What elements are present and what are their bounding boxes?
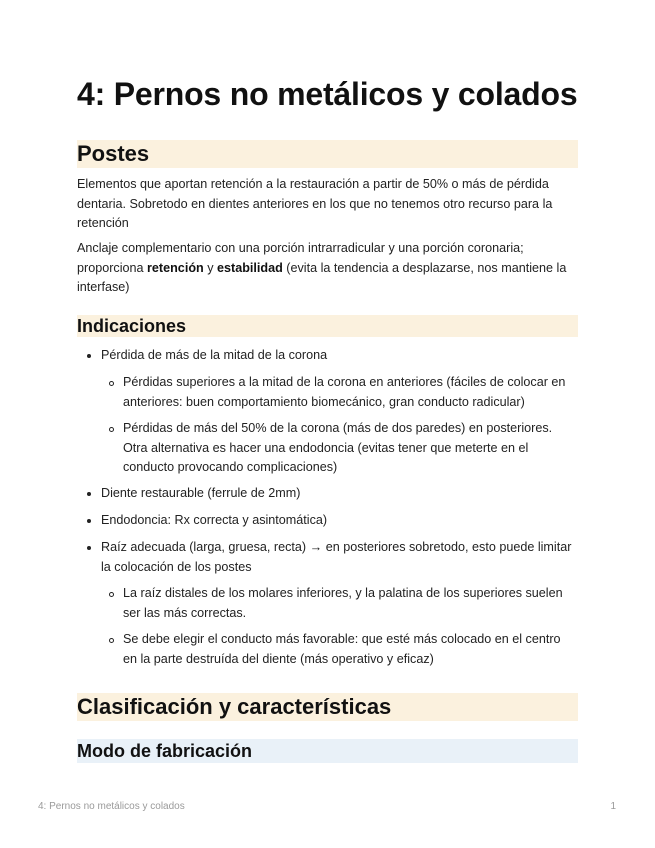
section-heading-clasificacion: Clasificación y características — [77, 693, 578, 721]
bullet-icon — [87, 546, 91, 550]
page-title: 4: Pernos no metálicos y colados — [77, 76, 578, 112]
list-item — [123, 584, 578, 623]
list-item — [101, 484, 578, 504]
postes-paragraph-2-text-c: y — [203, 260, 217, 275]
list-item-text: Se debe elegir el conducto más favorable: que esté más colocado en el centro en la parte destruída del diente (más operativo y eficaz) — [123, 632, 561, 666]
bullet-icon — [87, 519, 91, 523]
list-item — [101, 538, 578, 577]
list-item-text: Diente restaurable (ferrule de 2mm) — [101, 486, 301, 500]
bullet-icon — [87, 354, 91, 358]
list-item-text: Pérdidas superiores a la mitad de la corona en anteriores (fáciles de colocar en anteriores: buen comportamiento biomecánico, gran conducto radicular) — [123, 375, 566, 409]
postes-paragraph-2-text-a: Anclaje complementario con una porción intrarradicular y una porción coronaria; proporciona — [77, 241, 524, 275]
hollow-bullet-icon — [109, 381, 114, 386]
term-retencion: retención — [147, 260, 204, 275]
subsection-heading-modo-fabricacion: Modo de fabricación — [77, 739, 578, 763]
list-item — [101, 346, 578, 366]
term-estabilidad: estabilidad — [217, 260, 283, 275]
list-item — [123, 630, 578, 669]
section-heading-postes: Postes — [77, 140, 578, 168]
list-item — [101, 511, 578, 531]
footer-page-number: 1 — [610, 801, 616, 812]
bullet-icon — [87, 492, 91, 496]
list-item — [123, 373, 578, 412]
list-item-text: Pérdidas de más del 50% de la corona (más de dos paredes) en posteriores. Otra alternativa es hacer una endodoncia (evitas tener que meterte en el conducto provocando complicaciones) — [123, 421, 553, 474]
hollow-bullet-icon — [109, 592, 114, 597]
hollow-bullet-icon — [109, 427, 114, 432]
list-item — [123, 419, 578, 478]
list-item-text: Pérdida de más de la mitad de la corona — [101, 348, 328, 362]
hollow-bullet-icon — [109, 638, 114, 643]
list-item-text: Endodoncia: Rx correcta y asintomática) — [101, 513, 328, 527]
list-item-text: Raíz adecuada (larga, gruesa, recta) → en posteriores sobretodo, esto puede limitar la colocación de los postes — [101, 540, 572, 574]
postes-paragraph-2-text-e: (evita la tendencia a desplazarse, nos mantiene la interfase) — [77, 260, 567, 294]
footer-document-title: 4: Pernos no metálicos y colados — [38, 801, 185, 812]
list-item-text: La raíz distales de los molares inferiores, y la palatina de los superiores suelen ser las más correctas. — [123, 586, 563, 620]
postes-paragraph-2 — [77, 239, 578, 298]
postes-paragraph-1: Elementos que aportan retención a la restauración a partir de 50% o más de pérdida dentaria. Sobretodo en dientes anteriores en los que no tenemos otro recurso para la retención — [77, 177, 553, 230]
section-heading-indicaciones: Indicaciones — [77, 315, 578, 337]
